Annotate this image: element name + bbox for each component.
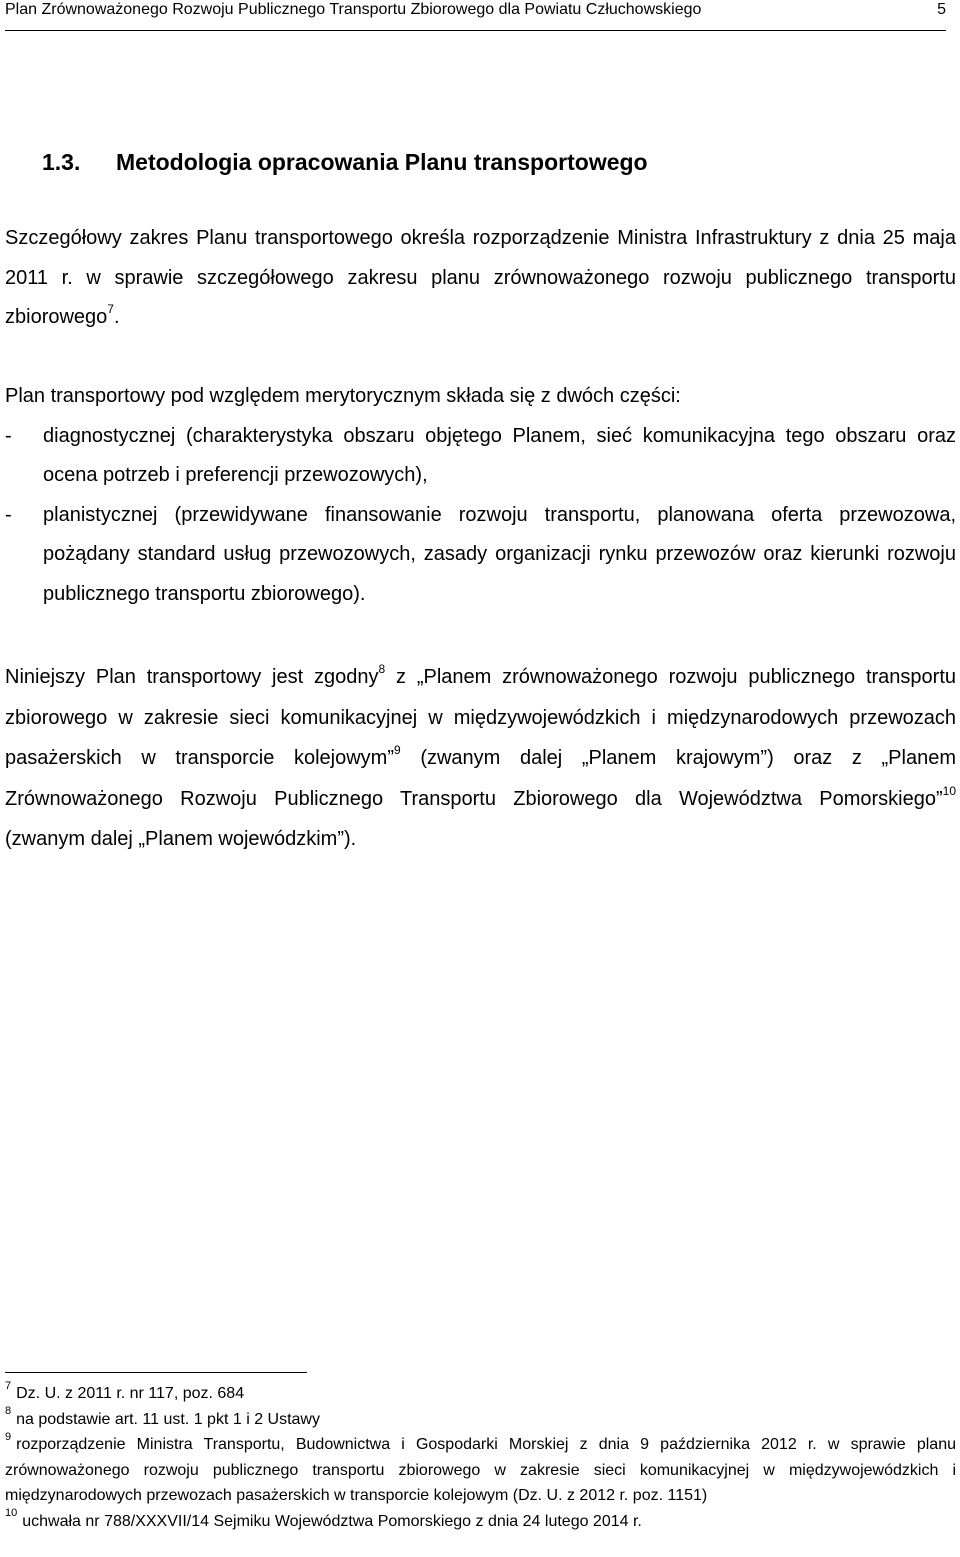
footnote-ref[interactable]: 8 (378, 662, 386, 677)
list-item (5, 417, 956, 496)
footnote-ref[interactable]: 9 (394, 743, 401, 758)
list-dash: - (5, 503, 12, 526)
paragraph-intro: Plan transportowy pod względem merytorycznym składa się z dwóch części: (5, 385, 681, 407)
footnote-number: 8 (5, 1405, 12, 1418)
footnote-number: 9 (5, 1430, 12, 1443)
list-item-text: diagnostycznej (charakterystyka obszaru objętego Planem, sieć komunikacyjna tego obszaru oraz ocena potrzeb i preferencji przewozowych), (43, 424, 956, 486)
footnote-number: 10 (5, 1507, 18, 1520)
footnotes (5, 1381, 956, 1534)
footnote (5, 1509, 956, 1535)
list-dash: - (5, 424, 12, 447)
paragraph-structure (5, 377, 956, 614)
footnote-ref[interactable]: 7 (107, 302, 114, 317)
footnote-separator (5, 1372, 307, 1373)
page-header (5, 0, 946, 31)
footnote-text: rozporządzenie Ministra Transportu, Budownictwa i Gospodarki Morskiej z dnia 9 października 2012 r. w sprawie planu zrównoważonego rozwoju publicznego transportu zbiorowego w zakresie sieci komunikacyjnej w międzywojewódzkich i międzynarodowych przewozach pasażerskich w transporcie kolejowym (Dz. U. z 2012 r. poz. 1151) (5, 1436, 956, 1504)
paragraph-text: (zwanym dalej „Planem krajowym”) oraz z „Planem Zrównoważonego Rozwoju Publicznego Transportu Zbiorowego dla Województwa Pomorskiego” (5, 747, 956, 810)
paragraph-text: z „Planem zrównoważonego rozwoju publicznego transportu zbiorowego w zakresie sieci komunikacyjnej w międzywojewódzkich i międzynarodowych przewozach pasażerskich w transporcie kolejowym” (5, 666, 956, 769)
paragraph-compliance (5, 657, 956, 860)
footnote (5, 1381, 956, 1407)
section-title: Metodologia opracowania Planu transportowego (116, 149, 648, 175)
paragraph-text: Niniejszy Plan transportowy jest zgodny (5, 666, 379, 688)
footnote (5, 1407, 956, 1433)
paragraph-text: Szczegółowy zakres Planu transportowego określa rozporządzenie Ministra Infrastruktury z dnia 25 maja 2011 r. w sprawie szczegółowego zakresu planu zrównoważonego rozwoju publicznego transportu zbiorowego (5, 227, 956, 328)
footnote-number: 7 (5, 1379, 12, 1392)
footnote-text: na podstawie art. 11 ust. 1 pkt 1 i 2 Ustawy (16, 1410, 320, 1428)
paragraph-tail: . (113, 306, 120, 328)
section-number: 1.3. (42, 149, 81, 175)
footnote-text: Dz. U. z 2011 r. nr 117, poz. 684 (16, 1385, 245, 1402)
paragraph-scope (5, 219, 956, 338)
list-item (5, 496, 956, 615)
page-number: 5 (937, 1, 946, 18)
footnote-text: uchwała nr 788/XXXVII/14 Sejmiku Województwa Pomorskiego z dnia 24 lutego 2014 r. (22, 1512, 642, 1530)
list-item-text: planistycznej (przewidywane finansowanie rozwoju transportu, planowana oferta przewozowa, pożądany standard usług przewozowych, zasady organizacji rynku przewozów oraz kierunki rozwoju publicznego transportu zbiorowego). (43, 503, 956, 605)
footnote (5, 1432, 956, 1509)
paragraph-text: (zwanym dalej „Planem wojewódzkim”). (5, 828, 357, 850)
section-heading (42, 145, 648, 179)
footnote-ref[interactable]: 10 (942, 783, 956, 798)
document-title: Plan Zrównoważonego Rozwoju Publicznego Transportu Zbiorowego dla Powiatu Człuchowskiego (5, 1, 702, 18)
